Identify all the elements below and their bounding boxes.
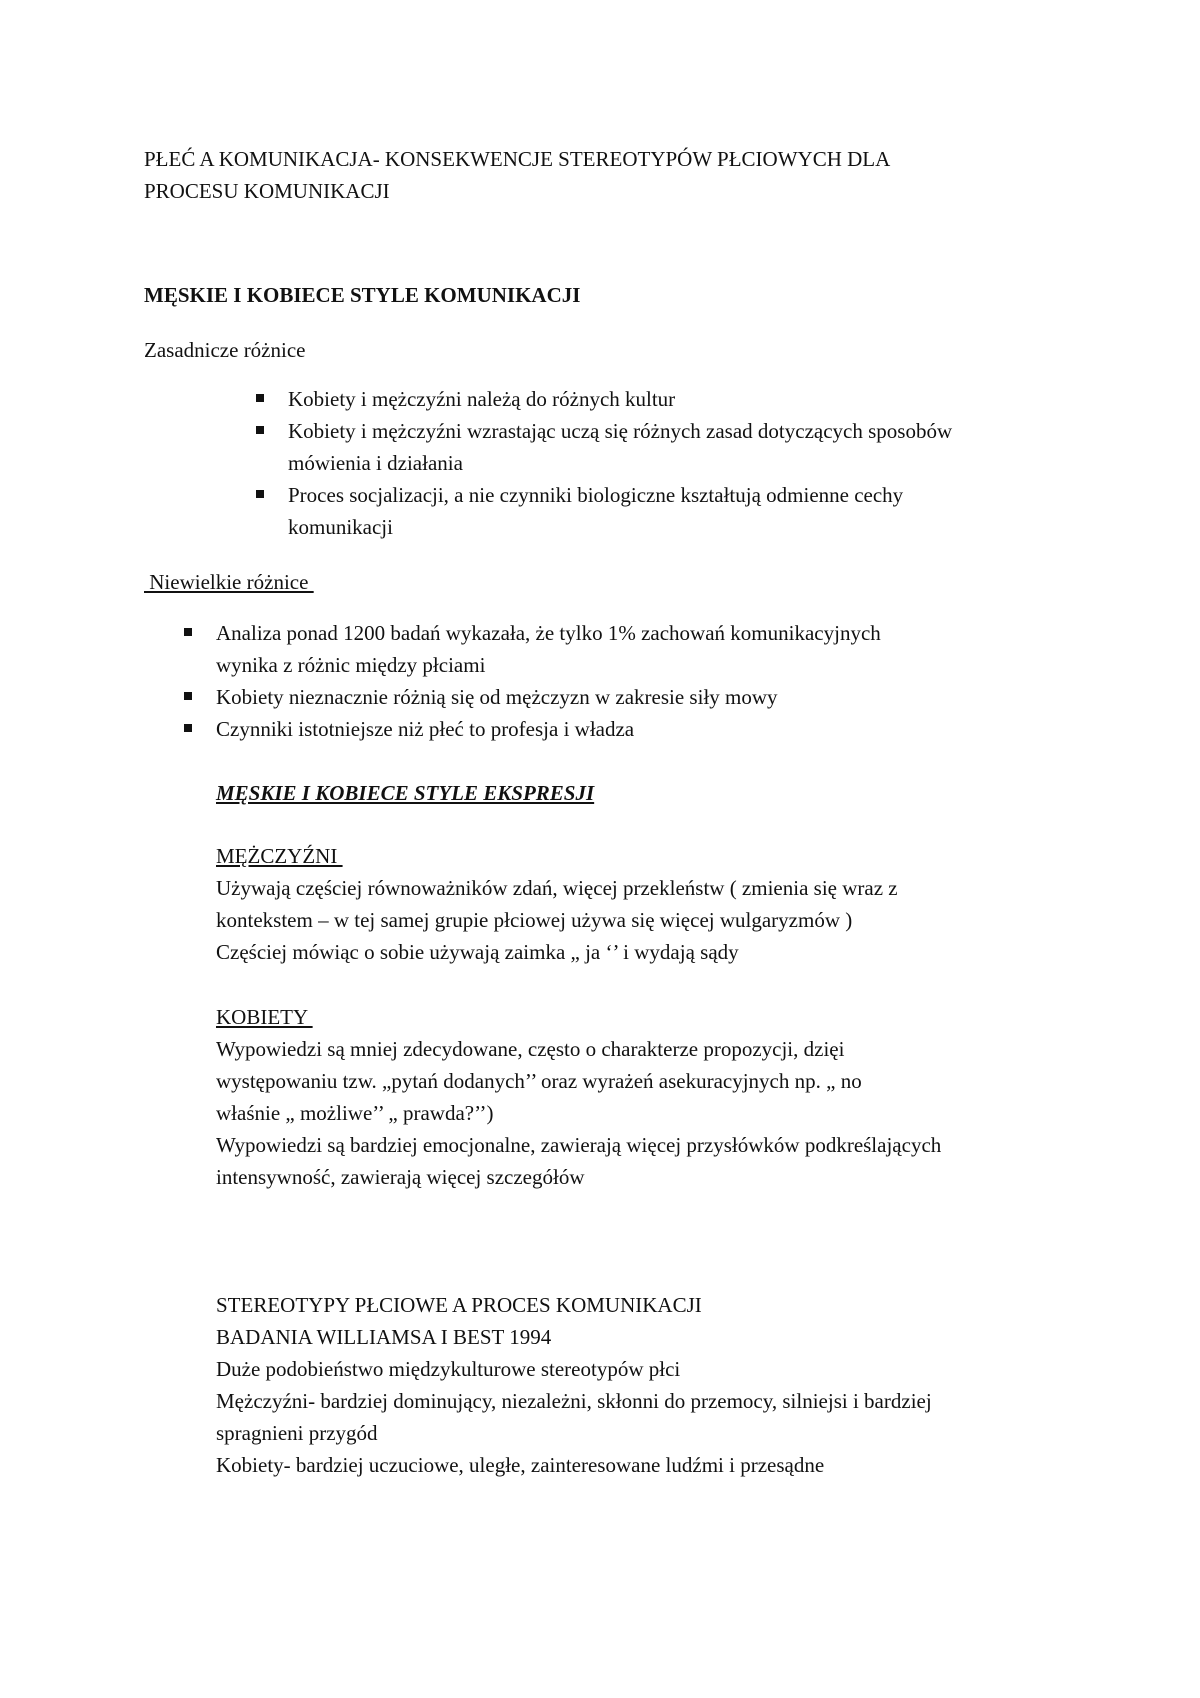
paragraph-line: STEREOTYPY PŁCIOWE A PROCES KOMUNIKACJI	[216, 1293, 702, 1317]
list-item: Czynniki istotniejsze niż płeć to profesja i władza	[216, 713, 881, 745]
square-bullet-icon	[184, 724, 192, 732]
women-heading: KOBIETY	[216, 1005, 313, 1029]
paragraph-line: występowaniu tzw. „pytań dodanych’’ oraz wyrażeń asekuracyjnych np. „ no	[216, 1069, 862, 1093]
paragraph-line: Używają częściej równoważników zdań, więcej przekleństw ( zmienia się wraz z	[216, 876, 898, 900]
square-bullet-icon	[184, 692, 192, 700]
square-bullet-icon	[184, 628, 192, 636]
square-bullet-icon	[256, 394, 264, 402]
title-line: PŁEĆ A KOMUNIKACJA- KONSEKWENCJE STEREOTYPÓW PŁCIOWYCH DLA	[144, 147, 891, 171]
paragraph-line: spragnieni przygód	[216, 1421, 378, 1445]
section-heading: MĘSKIE I KOBIECE STYLE KOMUNIKACJI	[144, 283, 581, 307]
square-bullet-icon	[256, 426, 264, 434]
list-item: Kobiety i mężczyźni wzrastając uczą się różnych zasad dotyczących sposobów mówienia i działania	[288, 415, 952, 479]
paragraph-line: BADANIA WILLIAMSA I BEST 1994	[216, 1325, 552, 1349]
paragraph-line: Wypowiedzi są mniej zdecydowane, często o charakterze propozycji, dzięi	[216, 1037, 845, 1061]
paragraph-line: Duże podobieństwo międzykulturowe stereotypów płci	[216, 1357, 681, 1381]
paragraph-line: Kobiety- bardziej uczuciowe, uległe, zainteresowane ludźmi i przesądne	[216, 1453, 825, 1477]
title-line: PROCESU KOMUNIKACJI	[144, 179, 390, 203]
men-block	[216, 840, 898, 968]
paragraph-line: kontekstem – w tej samej grupie płciowej używa się więcej wulgaryzmów )	[216, 908, 853, 932]
paragraph-line: Częściej mówiąc o sobie używają zaimka „ ja ‘’ i wydają sądy	[216, 940, 739, 964]
section-heading-expression: MĘSKIE I KOBIECE STYLE EKSPRESJI	[216, 781, 595, 805]
list-item: Kobiety nieznacznie różnią się od mężczyzn w zakresie siły mowy	[216, 681, 881, 713]
men-heading: MĘŻCZYŹNI	[216, 844, 343, 868]
list-item: Kobiety i mężczyźni należą do różnych kultur	[288, 383, 952, 415]
women-block	[216, 1001, 941, 1193]
paragraph-line: Wypowiedzi są bardziej emocjonalne, zawierają więcej przysłówków podkreślających	[216, 1133, 942, 1157]
bullet-list-fundamental	[288, 383, 952, 543]
paragraph-line: Mężczyźni- bardziej dominujący, niezależni, skłonni do przemocy, silniejsi i bardziej	[216, 1389, 932, 1413]
list-item: Analiza ponad 1200 badań wykazała, że tylko 1% zachowań komunikacyjnych wynika z różnic między płciami	[216, 617, 881, 681]
paragraph-line: właśnie „ możliwe’’ „ prawda?’’)	[216, 1101, 494, 1125]
subheading-fundamental-differences: Zasadnicze różnice	[144, 338, 306, 362]
stereotypes-block	[216, 1289, 932, 1481]
square-bullet-icon	[256, 490, 264, 498]
bullet-list-small	[216, 617, 881, 745]
list-item: Proces socjalizacji, a nie czynniki biologiczne kształtują odmienne cechy komunikacji	[288, 479, 952, 543]
subheading-small-differences: Niewielkie różnice	[144, 570, 314, 594]
paragraph-line: intensywność, zawierają więcej szczegółów	[216, 1165, 585, 1189]
document-title	[144, 143, 890, 207]
